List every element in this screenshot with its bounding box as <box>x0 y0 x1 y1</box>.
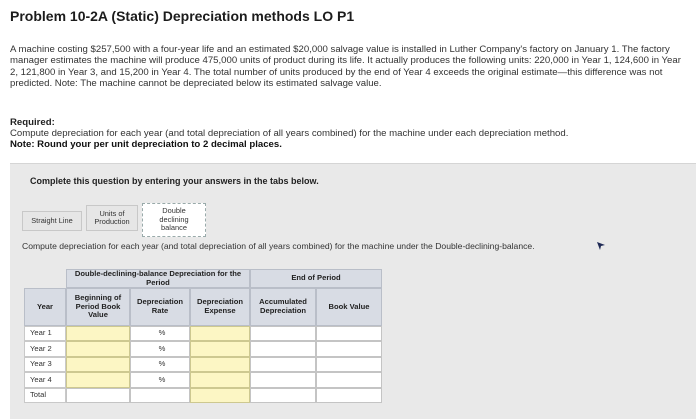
depreciation-expense-input[interactable] <box>190 388 250 403</box>
accumulated-depreciation-input[interactable] <box>250 372 316 387</box>
column-header-depreciation-expense <box>190 288 250 326</box>
table-row-label: Total <box>24 388 66 403</box>
percent-sign: % <box>158 374 166 384</box>
header-spacer <box>24 269 66 288</box>
depreciation-rate-input[interactable] <box>130 341 190 356</box>
tab-straight-line[interactable] <box>22 211 82 231</box>
beginning-book-value-input[interactable] <box>66 372 130 387</box>
group-header-period: Double-declining-balance Depreciation for the Period <box>66 269 250 288</box>
percent-sign: % <box>158 328 166 338</box>
tab-double-declining-balance[interactable] <box>142 203 206 237</box>
depreciation-rate-input[interactable] <box>130 372 190 387</box>
tab-units-of-production[interactable] <box>86 205 138 231</box>
column-header-depreciation-rate-label: Depreciation Rate <box>137 297 183 315</box>
tab-instruction: Compute depreciation for each year (and total depreciation of all years combined) for the machine under the Double-declining-balance. <box>22 241 535 251</box>
depreciation-rate-input <box>130 388 190 403</box>
tab-double-declining-balance-label: Double declining balance <box>159 206 189 233</box>
accumulated-depreciation-input[interactable] <box>250 388 316 403</box>
table-row-label: Year 3 <box>24 357 66 372</box>
column-header-beginning-book-value <box>66 288 130 326</box>
tab-units-of-production-label: Units of Production <box>94 208 130 226</box>
column-header-accumulated-depreciation-label: Accumulated Depreciation <box>259 297 307 315</box>
accumulated-depreciation-input[interactable] <box>250 341 316 356</box>
depreciation-expense-input[interactable] <box>190 326 250 341</box>
column-header-depreciation-rate <box>130 288 190 326</box>
column-header-book-value: Book Value <box>316 288 382 326</box>
accumulated-depreciation-input[interactable] <box>250 357 316 372</box>
depreciation-rate-input[interactable] <box>130 326 190 341</box>
book-value-input[interactable] <box>316 326 382 341</box>
column-header-beginning-book-value-label: Beginning of Period Book Value <box>74 293 122 320</box>
table-row-label: Year 4 <box>24 372 66 387</box>
beginning-book-value-input[interactable] <box>66 341 130 356</box>
required-instruction: Compute depreciation for each year (and total depreciation of all years combined) for the machine under each depreciation method. <box>10 128 569 139</box>
depreciation-expense-input[interactable] <box>190 341 250 356</box>
book-value-input[interactable] <box>316 388 382 403</box>
book-value-input[interactable] <box>316 372 382 387</box>
column-header-year: Year <box>24 288 66 326</box>
column-header-depreciation-expense-label: Depreciation Expense <box>197 297 243 315</box>
table-row-label: Year 1 <box>24 326 66 341</box>
depreciation-rate-input[interactable] <box>130 357 190 372</box>
percent-sign: % <box>158 359 166 369</box>
column-header-accumulated-depreciation <box>250 288 316 326</box>
book-value-input[interactable] <box>316 341 382 356</box>
group-header-end-of-period: End of Period <box>250 269 382 288</box>
tab-straight-line-label: Straight Line <box>31 215 73 225</box>
accumulated-depreciation-input[interactable] <box>250 326 316 341</box>
table-row-label: Year 2 <box>24 341 66 356</box>
percent-sign: % <box>158 343 166 353</box>
book-value-input[interactable] <box>316 357 382 372</box>
beginning-book-value-input <box>66 388 130 403</box>
problem-title: Problem 10-2A (Static) Depreciation methods LO P1 <box>10 8 355 24</box>
required-note: Note: Round your per unit depreciation to 2 decimal places. <box>10 139 282 151</box>
required-label: Required: <box>10 117 55 128</box>
problem-description: A machine costing $257,500 with a four-year life and an estimated $20,000 salvage value is installed in Luther Company's factory on January 1. The factory manager estimates the machine will produce 475,000 units of product during its life. It actually produces the following units: 220,000 in Year 1, 124,600 in Year 2, 121,800 in Year 3, and 15,200 in Year 4. The total number of units produced by the end of Year 4 exceeds the original estimate—this difference was not predicted. Note: The machine cannot be depreciated below its estimated salvage value. <box>10 44 681 90</box>
beginning-book-value-input[interactable] <box>66 326 130 341</box>
depreciation-expense-input[interactable] <box>190 357 250 372</box>
beginning-book-value-input[interactable] <box>66 357 130 372</box>
required-text <box>10 128 690 151</box>
mouse-cursor-icon <box>597 242 605 250</box>
depreciation-expense-input[interactable] <box>190 372 250 387</box>
complete-instruction: Complete this question by entering your answers in the tabs below. <box>30 176 319 186</box>
